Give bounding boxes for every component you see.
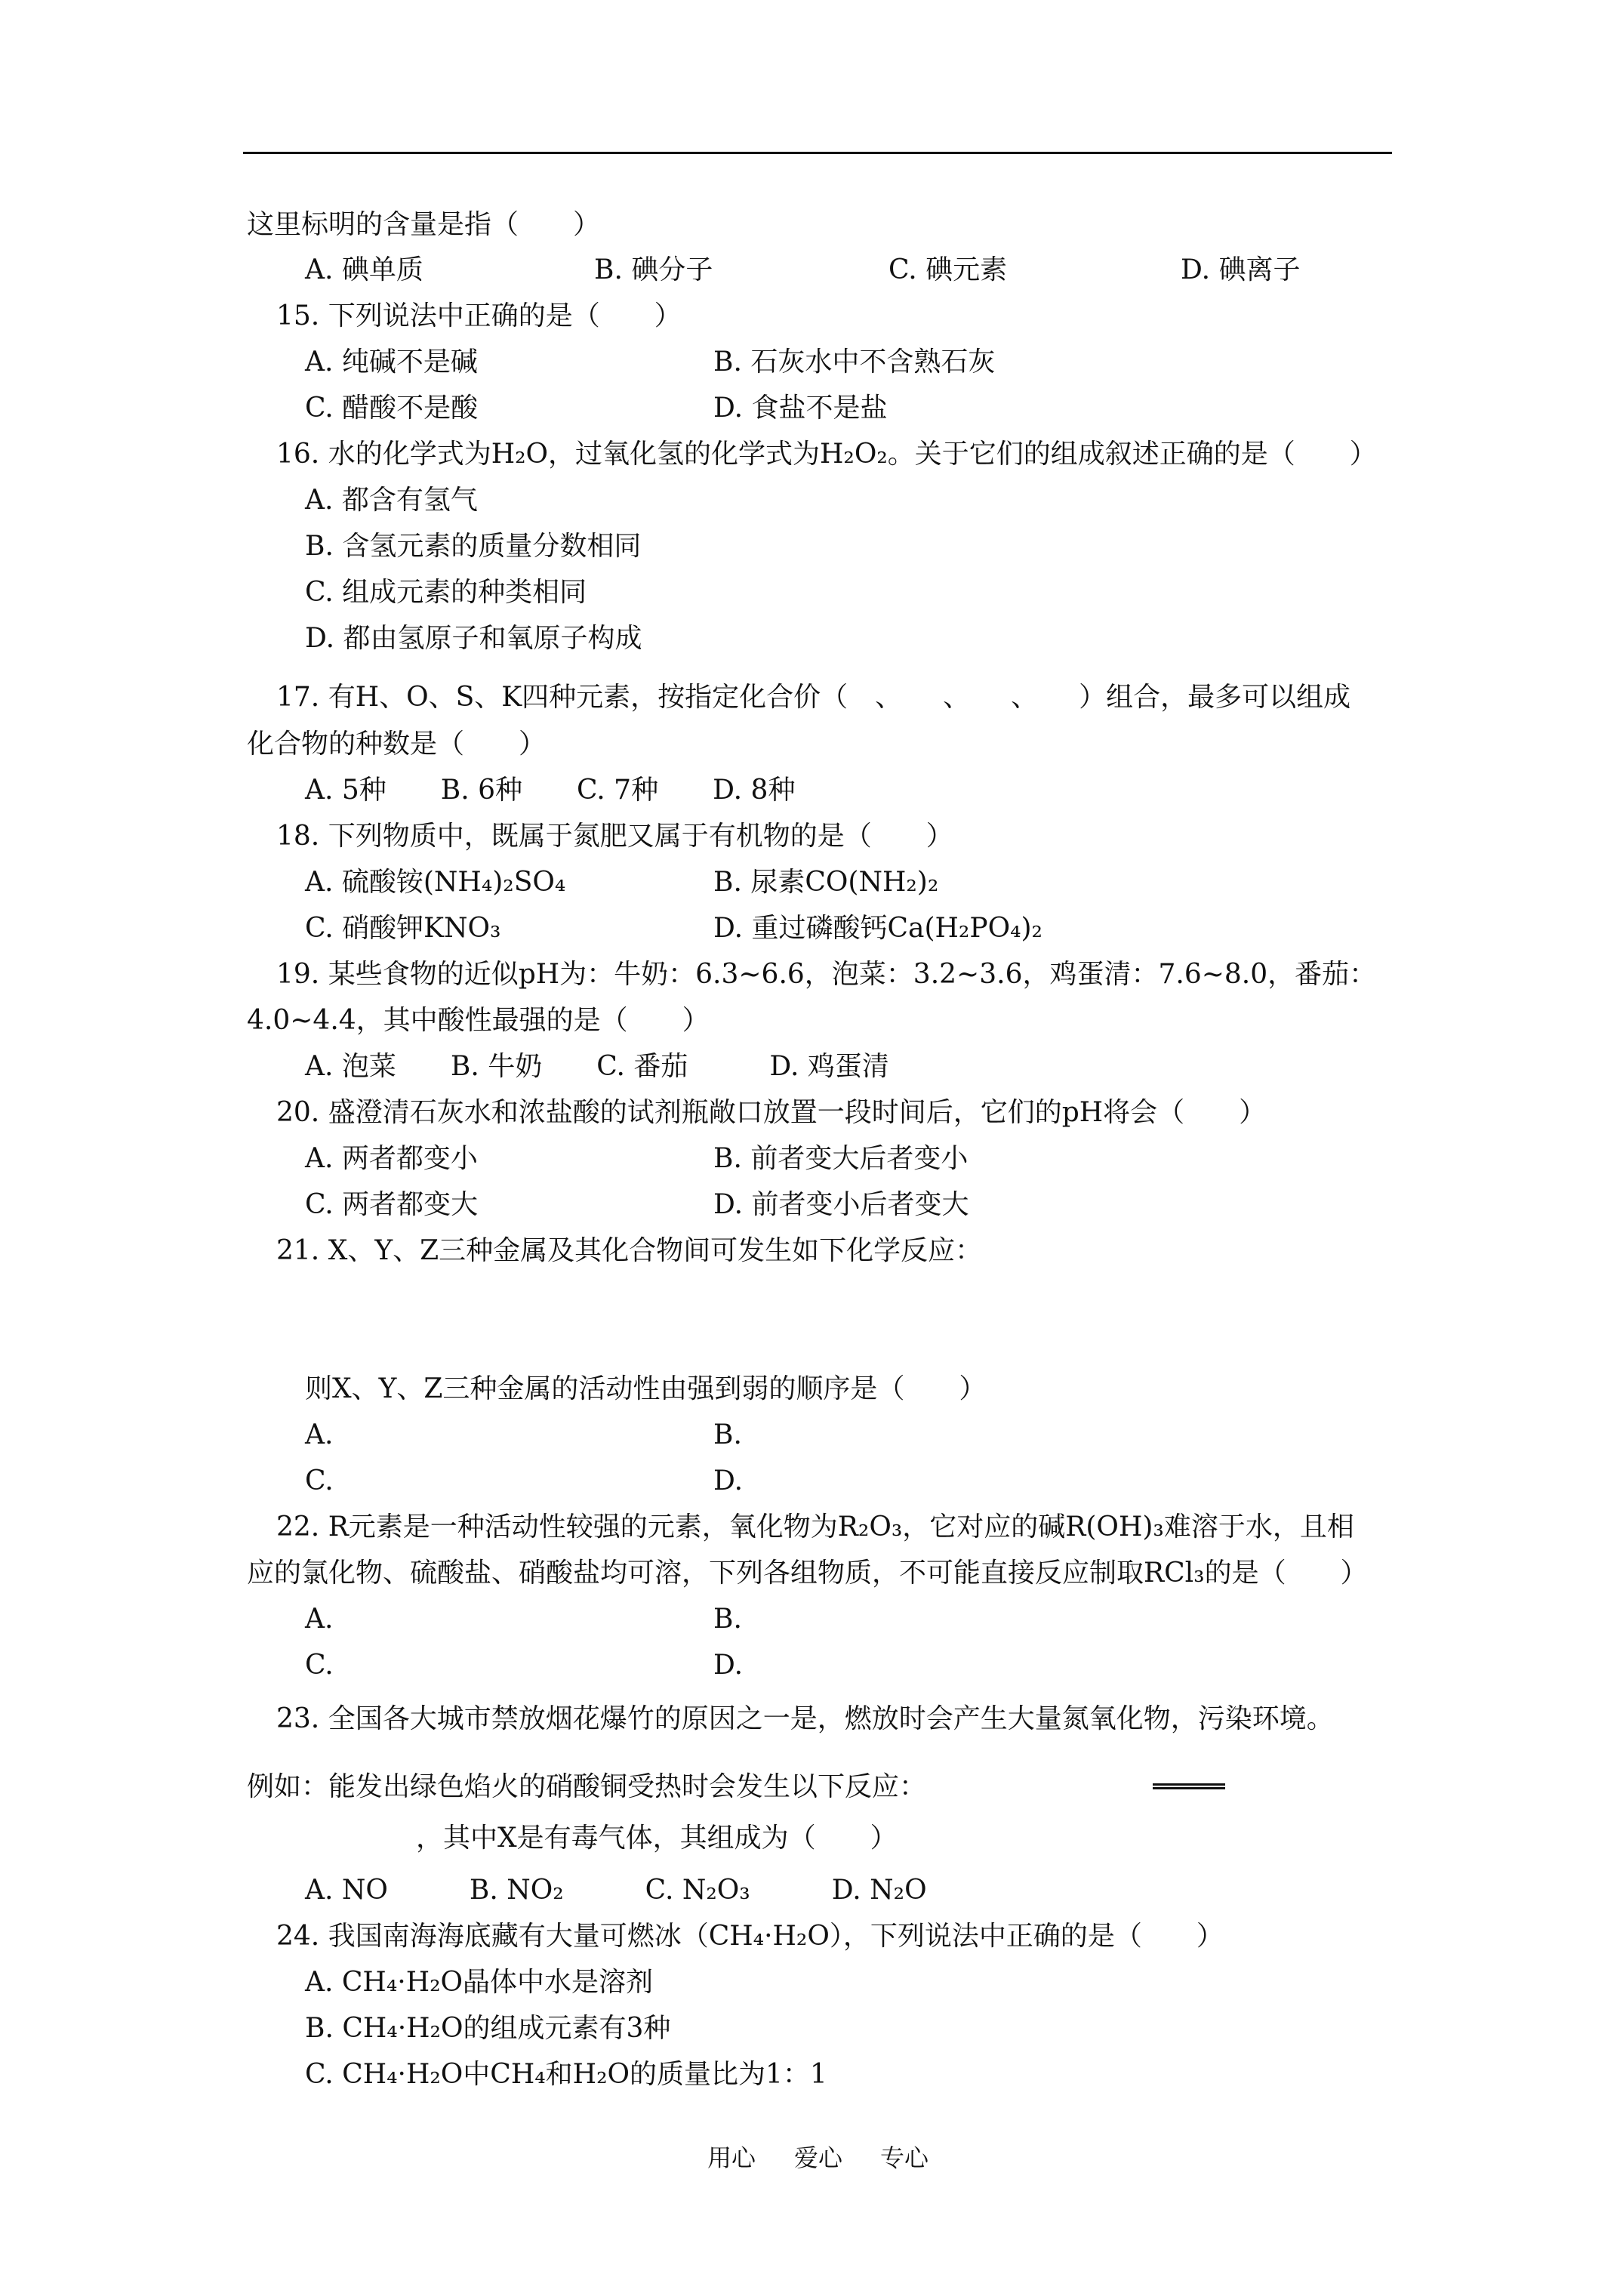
question-22-cont: 应的氯化物、硫酸盐、硝酸盐均可溶，下列各组物质，不可能直接反应制取RCl₃的是（ ） [247, 1558, 1368, 1589]
q17-options: A. 5种 B. 6种 C. 7种 D. 8种 [305, 775, 796, 806]
q24-option-b: B. CH₄·H₂O的组成元素有3种 [305, 2013, 671, 2044]
q23-options: A. NO B. NO₂ C. N₂O₃ D. N₂O [305, 1875, 927, 1906]
question-19: 19. 某些食物的近似pH为：牛奶：6.3~6.6，泡菜：3.2~3.6，鸡蛋清：7.6~8.0，番茄： [276, 959, 1377, 990]
q24-option-a: A. CH₄·H₂O晶体中水是溶剂 [305, 1967, 654, 1998]
q24-option-c: C. CH₄·H₂O中CH₄和H₂O的质量比为1：1 [305, 2059, 827, 2090]
q20-option-c: C. 两者都变大 [305, 1189, 479, 1220]
footer-text-1: 用心 [707, 2143, 756, 2172]
q20-option-d: D. 前者变小后者变大 [713, 1189, 969, 1220]
q15-option-a: A. 纯碱不是碱 [305, 347, 478, 378]
q22-option-b: B. [713, 1604, 742, 1635]
q15-option-d: D. 食盐不是盐 [713, 393, 888, 424]
q22-option-c: C. [305, 1650, 334, 1681]
q18-option-c: C. 硝酸钾KNO₃ [305, 913, 501, 944]
q18-option-b: B. 尿素CO(NH₂)₂ [713, 867, 939, 898]
question-17-cont: 化合物的种数是（ ） [247, 729, 547, 760]
q20-option-b: B. 前者变大后者变小 [713, 1143, 969, 1174]
q21-option-a: A. [305, 1419, 334, 1450]
header-rule [243, 152, 1392, 154]
q14-option-a: A. 碘单质 [305, 254, 423, 285]
q22-option-a: A. [305, 1604, 334, 1635]
question-21-cont: 则X、Y、Z三种金属的活动性由强到弱的顺序是（ ） [305, 1373, 987, 1404]
question-23-cont-2: ，其中X是有毒气体，其组成为（ ） [416, 1823, 898, 1854]
question-16: 16. 水的化学式为H₂O，过氧化氢的化学式为H₂O₂。关于它们的组成叙述正确的是（ ） [276, 439, 1377, 470]
reaction-equals-sign [1153, 1783, 1225, 1789]
question-21: 21. X、Y、Z三种金属及其化合物间可发生如下化学反应： [276, 1235, 983, 1266]
q15-option-b: B. 石灰水中不含熟石灰 [713, 347, 996, 378]
question-23-cont: 例如：能发出绿色焰火的硝酸铜受热时会发生以下反应： [247, 1771, 927, 1802]
q22-option-d: D. [713, 1650, 744, 1681]
q15-option-c: C. 醋酸不是酸 [305, 393, 479, 424]
q20-option-a: A. 两者都变小 [305, 1143, 478, 1174]
q19-options: A. 泡菜 B. 牛奶 C. 番茄 D. 鸡蛋清 [305, 1051, 889, 1082]
q16-option-c: C. 组成元素的种类相同 [305, 577, 587, 608]
question-14-stem-end: 这里标明的含量是指（ ） [247, 209, 601, 240]
question-23: 23. 全国各大城市禁放烟花爆竹的原因之一是，燃放时会产生大量氮氧化物，污染环境。 [276, 1703, 1334, 1734]
question-19-cont: 4.0~4.4，其中酸性最强的是（ ） [247, 1005, 710, 1036]
footer-text-2: 爱心 [794, 2143, 843, 2172]
q18-option-d: D. 重过磷酸钙Ca(H₂PO₄)₂ [713, 913, 1042, 944]
question-20: 20. 盛澄清石灰水和浓盐酸的试剂瓶敞口放置一段时间后，它们的pH将会（ ） [276, 1097, 1267, 1128]
q21-option-b: B. [713, 1419, 742, 1450]
q21-option-d: D. [713, 1465, 744, 1496]
question-15: 15. 下列说法中正确的是（ ） [276, 300, 682, 331]
q16-option-b: B. 含氢元素的质量分数相同 [305, 531, 642, 562]
q14-option-d: D. 碘离子 [1181, 254, 1301, 285]
question-18: 18. 下列物质中，既属于氮肥又属于有机物的是（ ） [276, 821, 953, 852]
question-24: 24. 我国南海海底藏有大量可燃冰（CH₄·H₂O），下列说法中正确的是（ ） [276, 1921, 1224, 1952]
q16-option-d: D. 都由氢原子和氧原子构成 [305, 623, 642, 654]
q18-option-a: A. 硫酸铵(NH₄)₂SO₄ [305, 867, 566, 898]
footer-text-3: 专心 [880, 2143, 929, 2172]
q14-option-c: C. 碘元素 [888, 254, 1008, 285]
q14-option-b: B. 碘分子 [594, 254, 713, 285]
question-17: 17. 有H、O、S、K四种元素，按指定化合价（ 、 、 、 ）组合，最多可以组成 [276, 682, 1351, 713]
question-22: 22. R元素是一种活动性较强的元素，氧化物为R₂O₃，它对应的碱R(OH)₃难溶于水，且相 [276, 1512, 1354, 1542]
q16-option-a: A. 都含有氢气 [305, 485, 478, 516]
q21-option-c: C. [305, 1465, 334, 1496]
